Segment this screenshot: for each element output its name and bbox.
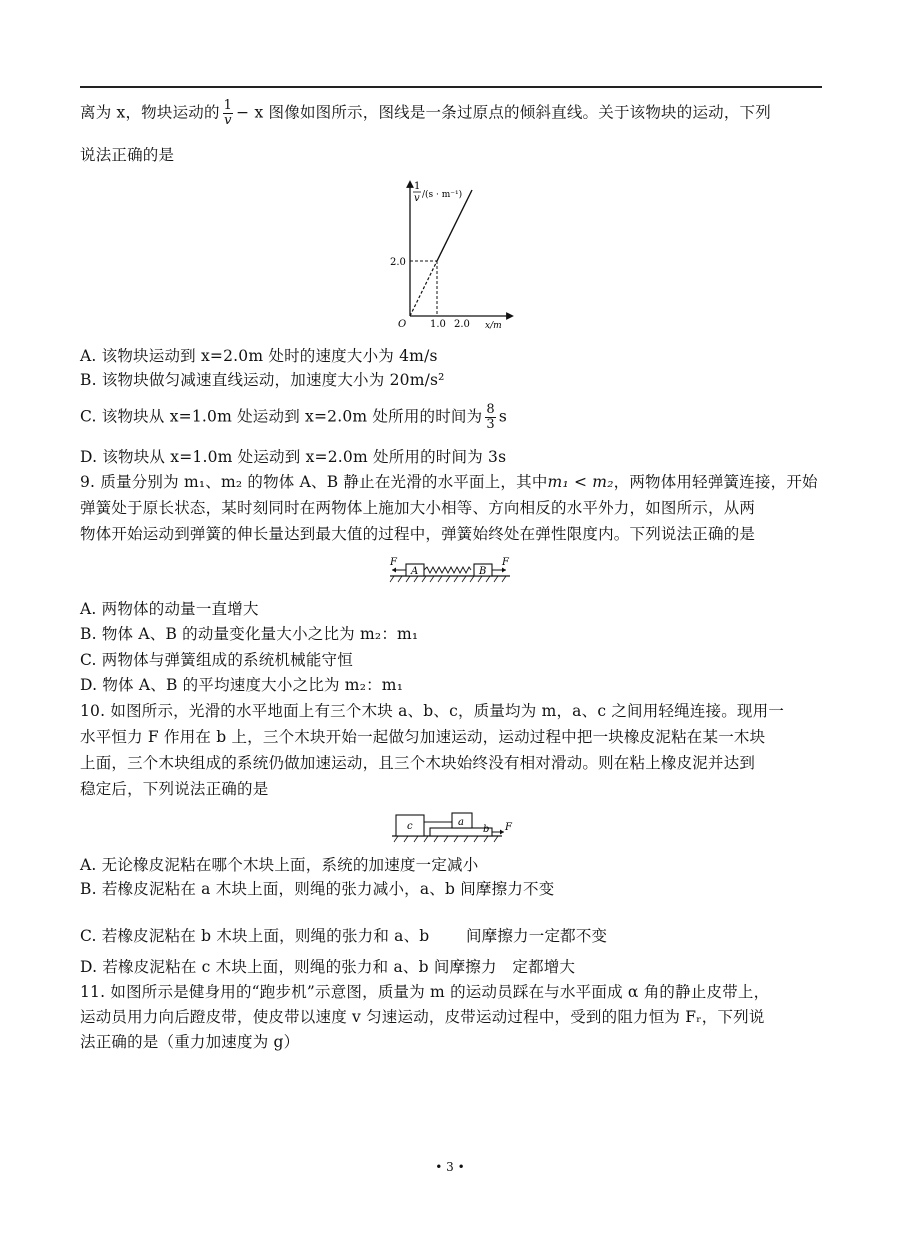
graph-line — [437, 190, 472, 261]
q10-line1: 10. 如图所示，光滑的水平地面上有三个木块 a、b、c，质量均为 m，a、c 之间用轻绳连接。现用一 — [80, 702, 785, 720]
q10-option-a: A. 无论橡皮泥粘在哪个木块上面，系统的加速度一定减小 — [80, 856, 479, 874]
q11-line2: 运动员用力向后蹬皮带，使皮带以速度 v 匀速运动，皮带运动过程中，受到的阻力恒为 Fᵣ，下列说 — [80, 1008, 765, 1026]
fraction-8-over-3: $\frac{8}{3}$ — [486, 402, 495, 432]
svg-text:F: F — [390, 557, 397, 568]
y-tick-label: 2.0 — [390, 257, 406, 268]
svg-text:c: c — [407, 821, 413, 832]
q9-spring-figure — [388, 556, 512, 586]
q8-option-b: B. 该物块做匀减速直线运动，加速度大小为 20m/s² — [80, 371, 445, 389]
q8-intro-line2: 说法正确的是 — [80, 146, 175, 164]
q10-line2: 水平恒力 F 作用在 b 上，三个木块开始一起做匀加速运动，运动过程中把一块橡皮泥粘在某一木块 — [80, 728, 766, 746]
header-rule — [80, 86, 822, 88]
q10-option-c: C. 若橡皮泥粘在 b 木块上面，则绳的张力和 a、b 间摩擦力一定都不变 — [80, 927, 608, 945]
dashed-line-segment — [410, 261, 437, 316]
q9-option-c: C. 两物体与弹簧组成的系统机械能守恒 — [80, 651, 353, 669]
svg-text:F: F — [505, 822, 512, 833]
svg-text:F: F — [502, 557, 509, 568]
q8-option-d: D. 该物块从 x=1.0m 处运动到 x=2.0m 处所用的时间为 3s — [80, 448, 507, 466]
spring — [424, 567, 471, 573]
y-label-den: v — [414, 193, 420, 204]
q10-option-b: B. 若橡皮泥粘在 a 木块上面，则绳的张力减小，a、b 间摩擦力不变 — [80, 880, 555, 898]
x-tick-label: 1.0 — [430, 319, 446, 330]
q8-option-c: C. 该物块从 x=1.0m 处运动到 x=2.0m 处所用的时间为 $\frac{8}{3}$ s — [80, 402, 507, 432]
svg-text:b: b — [483, 824, 490, 835]
q11-line1: 11. 如图所示是健身用的“跑步机”示意图，质量为 m 的运动员踩在与水平面成 α 角的静止皮带上， — [80, 983, 770, 1001]
q10-blocks-figure — [390, 808, 520, 844]
y-label-unit: /(s · m⁻¹) — [422, 190, 463, 200]
svg-text:A: A — [411, 566, 419, 577]
q8-option-a: A. 该物块运动到 x=2.0m 处时的速度大小为 4m/s — [80, 347, 438, 365]
q10-option-d: D. 若橡皮泥粘在 c 木块上面，则绳的张力和 a、b 间摩擦力 定都增大 — [80, 958, 576, 976]
page-number: • 3 • — [435, 1160, 465, 1174]
q9-option-b: B. 物体 A、B 的动量变化量大小之比为 m₂：m₁ — [80, 625, 419, 643]
x-axis-label: x/m — [485, 321, 502, 330]
q9-line1: 9. 质量分别为 m₁、m₂ 的物体 A、B 静止在光滑的水平面上，其中m₁ < m₂，两物体用轻弹簧连接，开始 — [80, 473, 818, 491]
q9-option-a: A. 两物体的动量一直增大 — [80, 600, 259, 618]
q10-line4: 稳定后，下列说法正确的是 — [80, 780, 269, 798]
y-label-num: 1 — [414, 181, 421, 192]
svg-text:B: B — [479, 566, 487, 577]
q11-line3: 法正确的是（重力加速度为 g） — [80, 1033, 300, 1051]
origin-label: O — [398, 319, 407, 330]
svg-text:a: a — [458, 817, 464, 828]
q10-line3: 上面，三个木块组成的系统仍做加速运动，且三个木块始终没有相对滑动。则在粘上橡皮泥并达到 — [80, 754, 756, 772]
fraction-1-over-v: $\frac{1}{v}$ — [223, 98, 233, 128]
q8-intro-line1: 离为 x，物块运动的 $\frac{1}{v}$ − x 图像如图所示，图线是一条过原点的倾斜直线。关于该物块的运动，下列 — [80, 98, 771, 128]
x-tick-label: 2.0 — [454, 319, 470, 330]
q9-line3: 物体开始运动到弹簧的伸长量达到最大值的过程中，弹簧始终处在弹性限度内。下列说法正确的是 — [80, 525, 756, 543]
q8-graph — [388, 178, 518, 330]
q9-option-d: D. 物体 A、B 的平均速度大小之比为 m₂：m₁ — [80, 676, 404, 694]
q9-line2: 弹簧处于原长状态，某时刻同时在两物体上施加大小相等、方向相反的水平外力，如图所示，从两 — [80, 499, 756, 517]
